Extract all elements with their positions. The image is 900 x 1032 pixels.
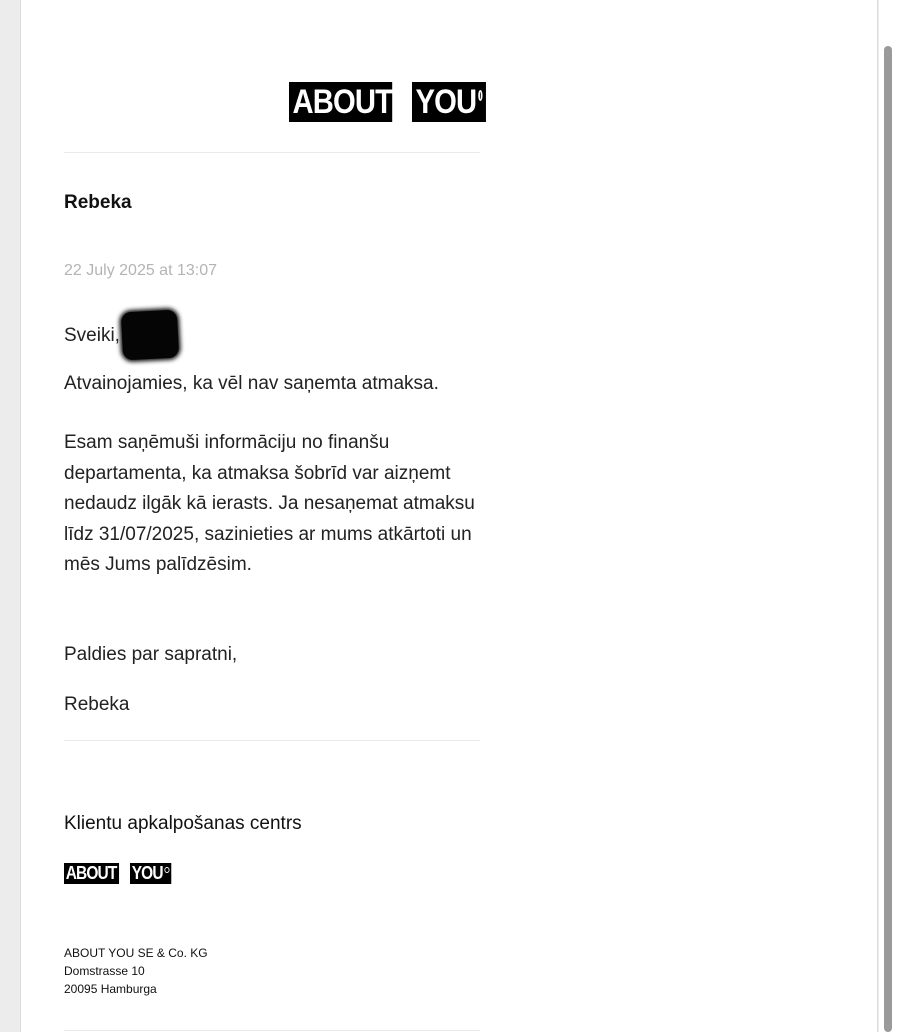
logo-word-you-text: YOU — [415, 82, 477, 121]
message-closing: Paldies par sapratni, — [64, 644, 238, 665]
logo-small-word-you-text: YOU — [131, 863, 163, 883]
address-company: ABOUT YOU SE & Co. KG — [64, 946, 208, 960]
about-you-logo — [289, 82, 498, 122]
message-signature: Rebeka — [64, 694, 130, 715]
scrollbar-thumb[interactable] — [884, 46, 892, 1032]
logo-small-ring-icon — [164, 867, 169, 873]
body-divider — [64, 740, 480, 741]
address-city: 20095 Hamburga — [64, 982, 157, 996]
agent-name: Rebeka — [64, 192, 132, 213]
logo-word-about: ABOUT — [289, 82, 392, 122]
address-street: Domstrasse 10 — [64, 964, 145, 978]
logo-small-word-you — [130, 863, 171, 884]
about-you-logo-small — [64, 863, 178, 884]
message-timestamp: 22 July 2025 at 13:07 — [64, 262, 218, 279]
message-paragraph-2: Esam saņēmuši informāciju no finanšu departamenta, ka atmaksa šobrīd var aizņemt nedaudz ilgāk kā ierasts. Ja nesaņemat atmaksu līdz 31/07/2025, sazinieties ar mums atkārtoti un mēs Jums palīdzēsim. — [64, 432, 475, 575]
logo-word-you — [412, 82, 486, 122]
header-divider — [64, 152, 480, 153]
company-address — [64, 944, 208, 998]
support-center-title: Klientu apkalpošanas centrs — [64, 813, 302, 834]
logo-ring-icon — [478, 90, 483, 101]
greeting-text: Sveiki, — [64, 325, 120, 346]
footer-divider — [64, 1030, 480, 1031]
redacted-name-block — [121, 310, 179, 361]
greeting — [64, 313, 178, 359]
logo-small-word-about: ABOUT — [64, 863, 119, 884]
message-paragraph-1: Atvainojamies, ka vēl nav saņemta atmaksa. — [64, 373, 439, 394]
